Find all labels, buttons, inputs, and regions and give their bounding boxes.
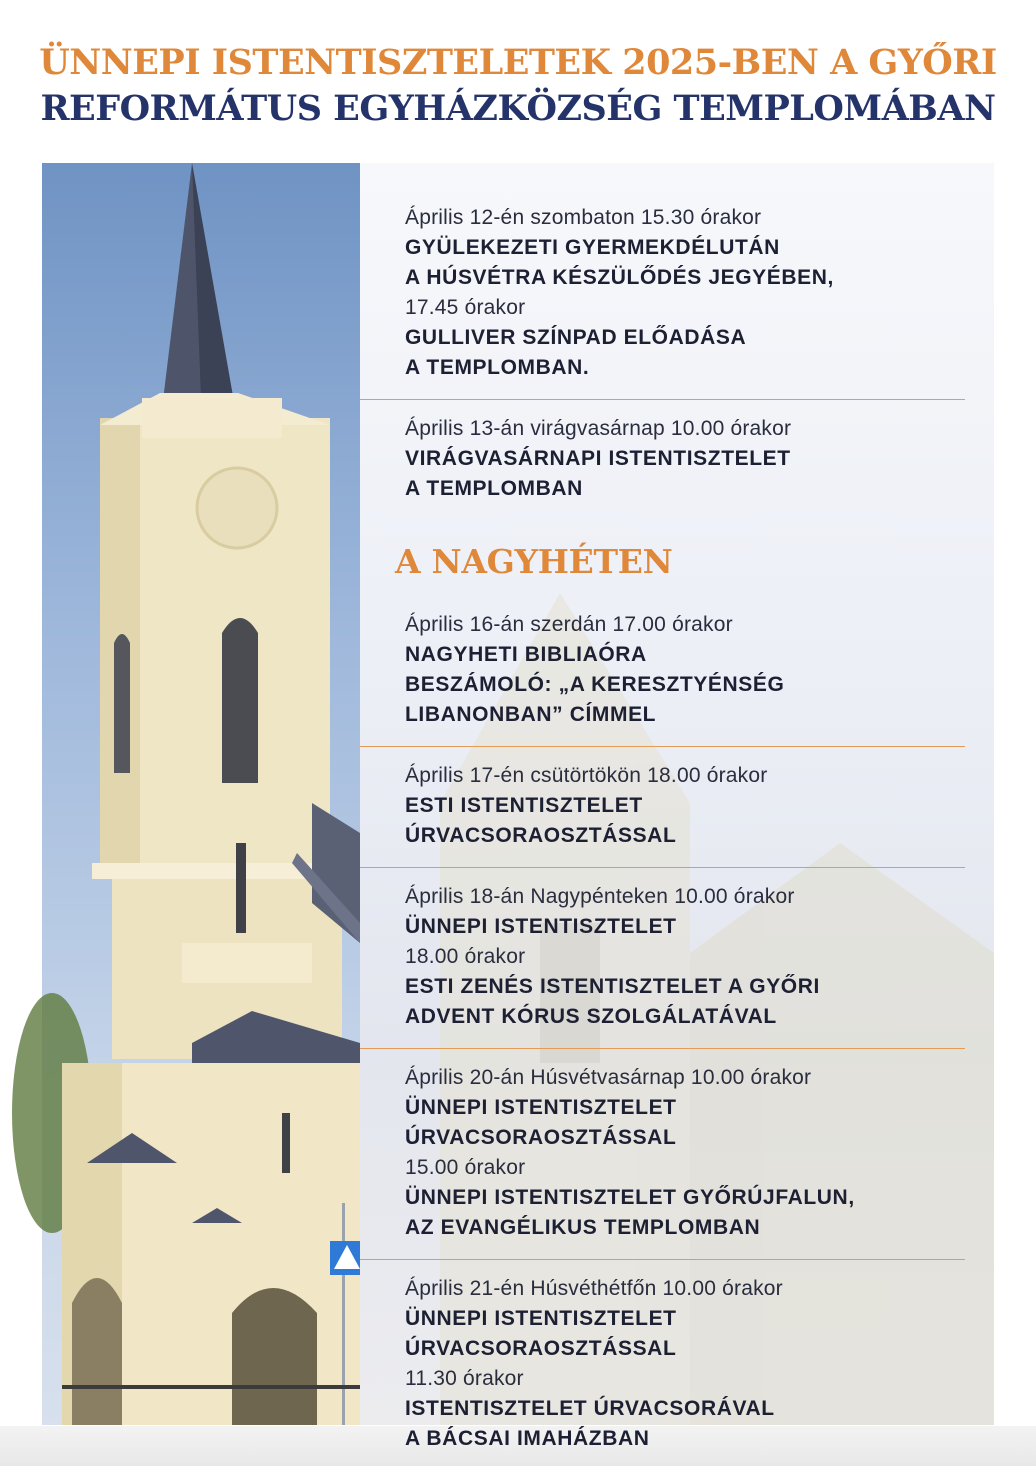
section-title: A NAGYHÉTEN — [395, 542, 673, 581]
event-title: ÜNNEPI ISTENTISZTELET GYŐRÚJFALUN, — [405, 1186, 855, 1209]
event-title: ÜNNEPI ISTENTISZTELET — [405, 1307, 677, 1330]
event-title: A BÁCSAI IMAHÁZBAN — [405, 1427, 650, 1450]
event-title: A TEMPLOMBAN — [405, 477, 583, 500]
event-apr-16 — [360, 610, 965, 747]
event-title: ÚRVACSORAOSZTÁSSAL — [405, 1337, 677, 1360]
title-line-1: ÜNNEPI ISTENTISZTELETEK 2025-BEN A GYŐRI — [39, 42, 997, 83]
event-apr-20 — [360, 1063, 965, 1260]
event-time: 18.00 órakor — [405, 945, 526, 968]
event-time: 11.30 órakor — [405, 1367, 524, 1390]
event-title: A HÚSVÉTRA KÉSZÜLŐDÉS JEGYÉBEN, — [405, 266, 834, 289]
church-tower-image — [42, 163, 360, 1425]
event-apr-18 — [360, 882, 965, 1049]
event-title: ADVENT KÓRUS SZOLGÁLATÁVAL — [405, 1005, 777, 1028]
schedule-panel — [360, 163, 994, 1450]
event-apr-17 — [360, 761, 965, 868]
event-apr-13 — [405, 414, 965, 520]
event-title: BESZÁMOLÓ: „A KERESZTYÉNSÉG — [405, 673, 785, 696]
event-date: Április 17-én csütörtökön 18.00 órakor — [405, 764, 768, 787]
page-header — [0, 40, 1036, 132]
event-date: Április 18-án Nagypénteken 10.00 órakor — [405, 885, 795, 908]
title-line-2: REFORMÁTUS EGYHÁZKÖZSÉG TEMPLOMÁBAN — [40, 88, 996, 129]
event-date: Április 12-én szombaton 15.30 órakor — [405, 206, 762, 229]
event-title: ESTI ZENÉS ISTENTISZTELET A GYŐRI — [405, 975, 820, 998]
event-date: Április 20-án Húsvétvasárnap 10.00 órakor — [405, 1066, 812, 1089]
schedule-card — [42, 163, 994, 1450]
event-title: ÚRVACSORAOSZTÁSSAL — [405, 1126, 677, 1149]
event-date: Április 21-én Húsvéthétfőn 10.00 órakor — [405, 1277, 783, 1300]
event-date: Április 13-án virágvasárnap 10.00 órakor — [405, 417, 792, 440]
event-title: ÜNNEPI ISTENTISZTELET — [405, 1096, 677, 1119]
event-title: ÜNNEPI ISTENTISZTELET — [405, 915, 677, 938]
event-title: AZ EVANGÉLIKUS TEMPLOMBAN — [405, 1216, 761, 1239]
event-title: NAGYHETI BIBLIAÓRA — [405, 643, 647, 666]
event-title: A TEMPLOMBAN. — [405, 356, 590, 379]
event-time: 17.45 órakor — [405, 296, 526, 319]
event-title: VIRÁGVASÁRNAPI ISTENTISZTELET — [405, 447, 791, 470]
church-photo — [42, 163, 360, 1425]
event-title: ESTI ISTENTISZTELET — [405, 794, 643, 817]
event-date: Április 16-án szerdán 17.00 órakor — [405, 613, 733, 636]
event-apr-12 — [360, 203, 965, 400]
event-title: GULLIVER SZÍNPAD ELŐADÁSA — [405, 326, 747, 349]
event-time: 15.00 órakor — [405, 1156, 526, 1179]
event-title: LIBANONBAN” CÍMMEL — [405, 703, 657, 726]
event-list — [395, 203, 965, 1470]
event-title: ISTENTISZTELET ÚRVACSORÁVAL — [405, 1397, 775, 1420]
event-title: GYÜLEKEZETI GYERMEKDÉLUTÁN — [405, 236, 780, 259]
event-title: ÚRVACSORAOSZTÁSSAL — [405, 824, 677, 847]
event-apr-21 — [405, 1274, 965, 1470]
